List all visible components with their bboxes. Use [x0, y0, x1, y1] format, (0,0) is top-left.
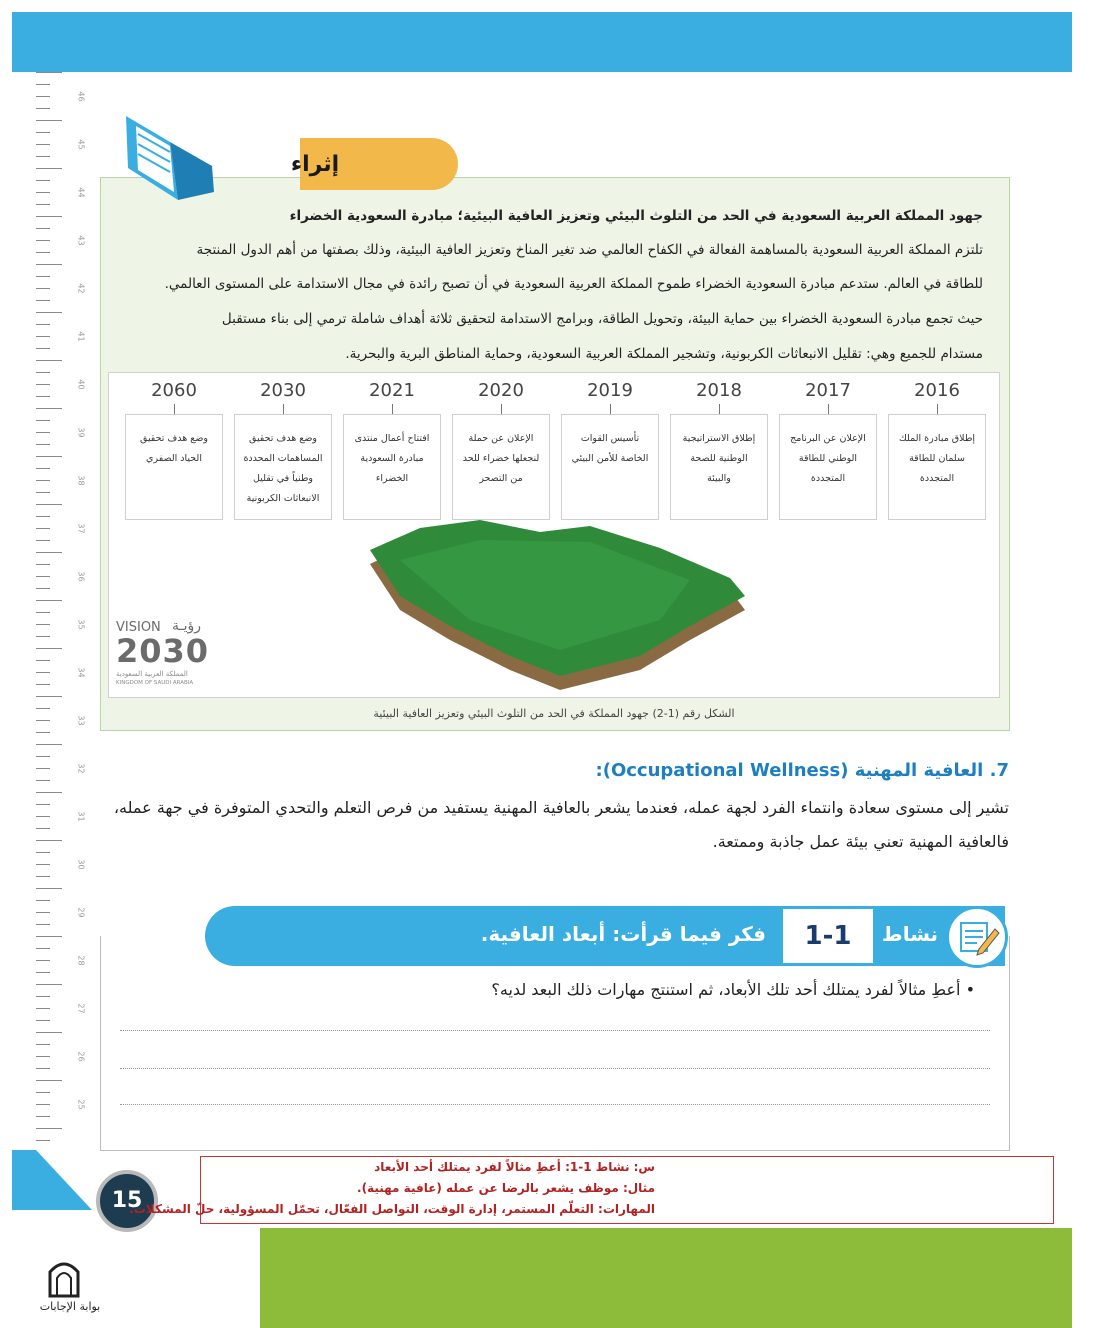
ruler-tick: [36, 744, 62, 745]
ruler-tick: [36, 144, 50, 145]
timeline-tick: [174, 404, 175, 414]
ruler-tick: [36, 276, 50, 277]
watermark-text: بوابة الإجابات: [39, 1300, 101, 1313]
timeline-card: [234, 414, 332, 520]
ruler-tick: [36, 444, 50, 445]
ruler-tick: [36, 420, 50, 421]
vision-kingdom-ar: المملكة العربية السعودية: [116, 670, 188, 678]
answer-line[interactable]: [120, 1104, 990, 1105]
section-paragraph-line: فالعافية المهنية تعني بيئة عمل جاذبة وممتعة.: [712, 832, 1009, 851]
timeline-card-line: المساهمات المحددة: [243, 453, 323, 464]
ruler-tick: [36, 588, 50, 589]
ruler-tick: [36, 348, 50, 349]
ruler-tick: [36, 996, 50, 997]
page-ruler: [36, 72, 96, 1152]
timeline-card-line: والبيئة: [707, 473, 731, 484]
ruler-number: 26: [76, 1051, 86, 1062]
figure-caption: الشكل رقم (1-2) جهود المملكة في الحد من التلوث البيئي وتعزيز العافية البيئية: [373, 707, 735, 720]
enrichment-line: للطاقة في العالم. ستدعم مبادرة السعودية الخضراء طموح المملكة العربية السعودية في أن تصبح رائدة في مجال الاستدامة على المستوى العالمي.: [164, 276, 983, 292]
ruler-tick: [36, 1128, 62, 1129]
ruler-number: 42: [76, 283, 86, 294]
vision-kingdom-en: KINGDOM OF SAUDI ARABIA: [116, 680, 194, 686]
activity-title: فكر فيما قرأت: أبعاد العافية.: [480, 922, 766, 946]
ruler-tick: [36, 960, 50, 961]
timeline-tick: [501, 404, 502, 414]
activity-number: 1-1: [780, 906, 876, 966]
timeline-card-line: الحياد الصفري: [146, 453, 202, 464]
ruler-tick: [36, 828, 50, 829]
ruler-tick: [36, 1008, 50, 1009]
section-paragraph-line: تشير إلى مستوى سعادة وانتماء الفرد لجهة عمله، فعندما يشعر بالعافية المهنية يستفيد من فرص التعلم والتحدي المتوفرة في جهة عمله،: [113, 798, 1009, 817]
timeline-card-line: تأسيس القوات: [580, 433, 640, 444]
ruler-tick: [36, 516, 50, 517]
ruler-tick: [36, 324, 50, 325]
timeline-card: [670, 414, 768, 520]
ruler-tick: [36, 192, 50, 193]
ruler-tick: [36, 1068, 50, 1069]
ruler-tick: [36, 912, 50, 913]
timeline-card-line: لنجعلها خضراء للحد: [462, 453, 540, 464]
ruler-number: 46: [76, 91, 86, 102]
ruler-tick: [36, 216, 62, 217]
timeline-card: [125, 414, 223, 520]
ruler-tick: [36, 456, 62, 457]
ruler-tick: [36, 672, 50, 673]
ruler-tick: [36, 156, 50, 157]
timeline-tick: [610, 404, 611, 414]
ruler-tick: [36, 684, 50, 685]
bottom-green-band: [260, 1228, 1072, 1328]
ruler-tick: [36, 660, 50, 661]
saudi-map-image: [360, 520, 750, 700]
ruler-tick: [36, 408, 62, 409]
timeline-card: [343, 414, 441, 520]
ruler-number: 32: [76, 763, 86, 774]
vision-year: 2030: [116, 632, 210, 670]
answer-line[interactable]: [120, 1030, 990, 1031]
ruler-tick: [36, 636, 50, 637]
timeline-card-line: الخضراء: [375, 473, 409, 484]
ruler-tick: [36, 852, 50, 853]
ruler-tick: [36, 96, 50, 97]
timeline-year: 2016: [914, 380, 960, 401]
timeline-card-line: سلمان للطاقة: [909, 453, 965, 464]
ruler-number: 38: [76, 475, 86, 486]
ruler-tick: [36, 984, 62, 985]
top-banner: [12, 12, 1072, 72]
activity-question: • أعطِ مثالاً لفرد يمتلك أحد تلك الأبعاد، ثم استنتج مهارات ذلك البعد لديه؟: [491, 980, 975, 999]
ruler-tick: [36, 1032, 62, 1033]
ruler-tick: [36, 180, 50, 181]
ruler-tick: [36, 168, 62, 169]
enrichment-title: إثراء: [290, 152, 340, 177]
timeline-card-line: وضع هدف تحقيق: [249, 433, 317, 444]
ruler-tick: [36, 1020, 50, 1021]
ruler-tick: [36, 228, 50, 229]
ruler-tick: [36, 924, 50, 925]
ruler-tick: [36, 600, 62, 601]
ruler-tick: [36, 504, 62, 505]
timeline-year: 2060: [151, 380, 197, 401]
ruler-tick: [36, 120, 62, 121]
ruler-tick: [36, 876, 50, 877]
timeline-tick: [719, 404, 720, 414]
ruler-number: 45: [76, 139, 86, 150]
timeline-year: 2021: [369, 380, 415, 401]
timeline-card-line: إطلاق الاستراتيجية: [682, 433, 756, 444]
ruler-tick: [36, 132, 50, 133]
ruler-tick: [36, 612, 50, 613]
ruler-tick: [36, 288, 50, 289]
ruler-tick: [36, 576, 50, 577]
ruler-tick: [36, 528, 50, 529]
ruler-number: 40: [76, 379, 86, 390]
ruler-tick: [36, 384, 50, 385]
section-heading: 7. العافية المهنية (Occupational Wellness):: [595, 760, 1009, 781]
ruler-tick: [36, 900, 50, 901]
timeline-year: 2020: [478, 380, 524, 401]
note-line: مثال: موظف يشعر بالرضا عن عمله (عافية مهنية).: [357, 1181, 655, 1195]
ruler-tick: [36, 264, 62, 265]
ruler-tick: [36, 312, 62, 313]
ruler-tick: [36, 648, 62, 649]
open-book-icon: [118, 112, 218, 204]
timeline-year: 2018: [696, 380, 742, 401]
timeline-tick: [828, 404, 829, 414]
timeline-card: [561, 414, 659, 520]
timeline-year: 2017: [805, 380, 851, 401]
vision-word: VISION: [116, 620, 161, 635]
timeline-card-line: افتتاح أعمال منتدى: [354, 433, 430, 444]
ruler-tick: [36, 108, 50, 109]
bottom-blue-corner: [12, 1150, 92, 1210]
timeline-card-line: وطنياً في تقليل: [253, 473, 313, 484]
ruler-number: 44: [76, 187, 86, 198]
vision-2030-logo: [116, 618, 226, 692]
timeline-card-line: وضع هدف تحقيق: [140, 433, 208, 444]
timeline-tick: [937, 404, 938, 414]
ruler-number: 30: [76, 859, 86, 870]
ruler-number: 35: [76, 619, 86, 630]
timeline-card: [888, 414, 986, 520]
ruler-tick: [36, 708, 50, 709]
timeline-card-line: الإعلان عن حملة: [468, 433, 534, 444]
timeline-card-line: المتجددة: [919, 473, 955, 484]
answer-line[interactable]: [120, 1068, 990, 1069]
ruler-tick: [36, 780, 50, 781]
ruler-tick: [36, 240, 50, 241]
timeline-card-line: إطلاق مبادرة الملك: [898, 433, 976, 444]
ruler-number: 28: [76, 955, 86, 966]
ruler-number: 37: [76, 523, 86, 534]
ruler-tick: [36, 552, 62, 553]
ruler-tick: [36, 396, 50, 397]
answer-box: [100, 936, 1010, 1151]
ruler-tick: [36, 888, 62, 889]
ruler-tick: [36, 300, 50, 301]
ruler-number: 34: [76, 667, 86, 678]
ruler-tick: [36, 72, 62, 73]
activity-label: نشاط: [881, 922, 939, 946]
ruler-tick: [36, 492, 50, 493]
ruler-number: 36: [76, 571, 86, 582]
ruler-tick: [36, 336, 50, 337]
ruler-tick: [36, 756, 50, 757]
timeline-card-line: الإعلان عن البرنامج: [790, 433, 866, 444]
ruler-number: 43: [76, 235, 86, 246]
ruler-number: 31: [76, 811, 86, 822]
ruler-tick: [36, 540, 50, 541]
timeline-year: 2019: [587, 380, 633, 401]
ruler-number: 29: [76, 907, 86, 918]
ruler-tick: [36, 840, 62, 841]
timeline-card-line: الوطنية للصحة: [690, 453, 748, 464]
ruler-tick: [36, 624, 50, 625]
note-line: س: نشاط 1-1: أعطِ مثالاً لفرد يمتلك أحد الأبعاد: [374, 1160, 655, 1174]
ruler-tick: [36, 468, 50, 469]
enrichment-line: مستدام للجميع وهي: تقليل الانبعاثات الكربونية، وتشجير المملكة العربية السعودية، وحماية المناطق البرية والبحرية.: [345, 346, 983, 362]
vision-arabic-word: رؤيـة: [172, 618, 202, 634]
ruler-tick: [36, 936, 62, 937]
timeline-card-line: الانبعاثات الكربونية: [246, 493, 320, 504]
timeline-tick: [283, 404, 284, 414]
ruler-number: 27: [76, 1003, 86, 1014]
note-line: المهارات: التعلّم المستمر، إدارة الوقت، التواصل الفعّال، تحمّل المسؤولية، حلّ المشكلات.: [129, 1202, 655, 1216]
timeline-tick: [392, 404, 393, 414]
enrichment-heading: جهود المملكة العربية السعودية في الحد من التلوث البيئي وتعزيز العافية البيئية؛ مبادرة السعودية الخضراء: [289, 208, 983, 224]
ruler-tick: [36, 252, 50, 253]
ruler-tick: [36, 1044, 50, 1045]
timeline-card-line: الخاصة للأمن البيئي: [571, 453, 649, 464]
ruler-tick: [36, 1116, 50, 1117]
enrichment-line: تلتزم المملكة العربية السعودية بالمساهمة الفعالة في الكفاح العالمي ضد تغير المناخ وتعزيز العافية البيئية، وذلك بصفتها من أهم الدول المنتجة: [196, 242, 983, 258]
timeline-card: [452, 414, 550, 520]
ruler-tick: [36, 792, 62, 793]
timeline-card: [779, 414, 877, 520]
timeline-card-line: من التصحر: [479, 473, 523, 484]
ruler-tick: [36, 732, 50, 733]
ruler-tick: [36, 864, 50, 865]
timeline-card-line: مبادرة السعودية: [360, 453, 424, 464]
ruler-tick: [36, 972, 50, 973]
enrichment-line: حيث تجمع مبادرة السعودية الخضراء بين حماية البيئة، وتحويل الطاقة، وبرامج الاستدامة لتحقيق ثلاثة أهداف شاملة ترمي إلى بناء مستقبل: [221, 311, 983, 327]
ruler-tick: [36, 696, 62, 697]
pencil-note-icon: [946, 906, 1008, 968]
ruler-tick: [36, 948, 50, 949]
ruler-tick: [36, 1092, 50, 1093]
ruler-tick: [36, 84, 50, 85]
ruler-tick: [36, 768, 50, 769]
ruler-number: 33: [76, 715, 86, 726]
ruler-tick: [36, 372, 50, 373]
gate-logo-icon: [44, 1256, 84, 1298]
ruler-tick: [36, 432, 50, 433]
ruler-tick: [36, 204, 50, 205]
ruler-tick: [36, 1104, 50, 1105]
ruler-tick: [36, 816, 50, 817]
ruler-tick: [36, 1080, 62, 1081]
ruler-tick: [36, 480, 50, 481]
page-number: 15: [96, 1170, 158, 1232]
ruler-tick: [36, 804, 50, 805]
timeline-card-line: المتجددة: [810, 473, 846, 484]
ruler-tick: [36, 720, 50, 721]
ruler-tick: [36, 1140, 50, 1141]
ruler-number: 39: [76, 427, 86, 438]
timeline-card-line: الوطني للطاقة: [798, 453, 858, 464]
ruler-number: 41: [76, 331, 86, 342]
ruler-tick: [36, 1056, 50, 1057]
ruler-tick: [36, 564, 50, 565]
timeline-year: 2030: [260, 380, 306, 401]
ruler-number: 25: [76, 1099, 86, 1110]
ruler-tick: [36, 360, 62, 361]
